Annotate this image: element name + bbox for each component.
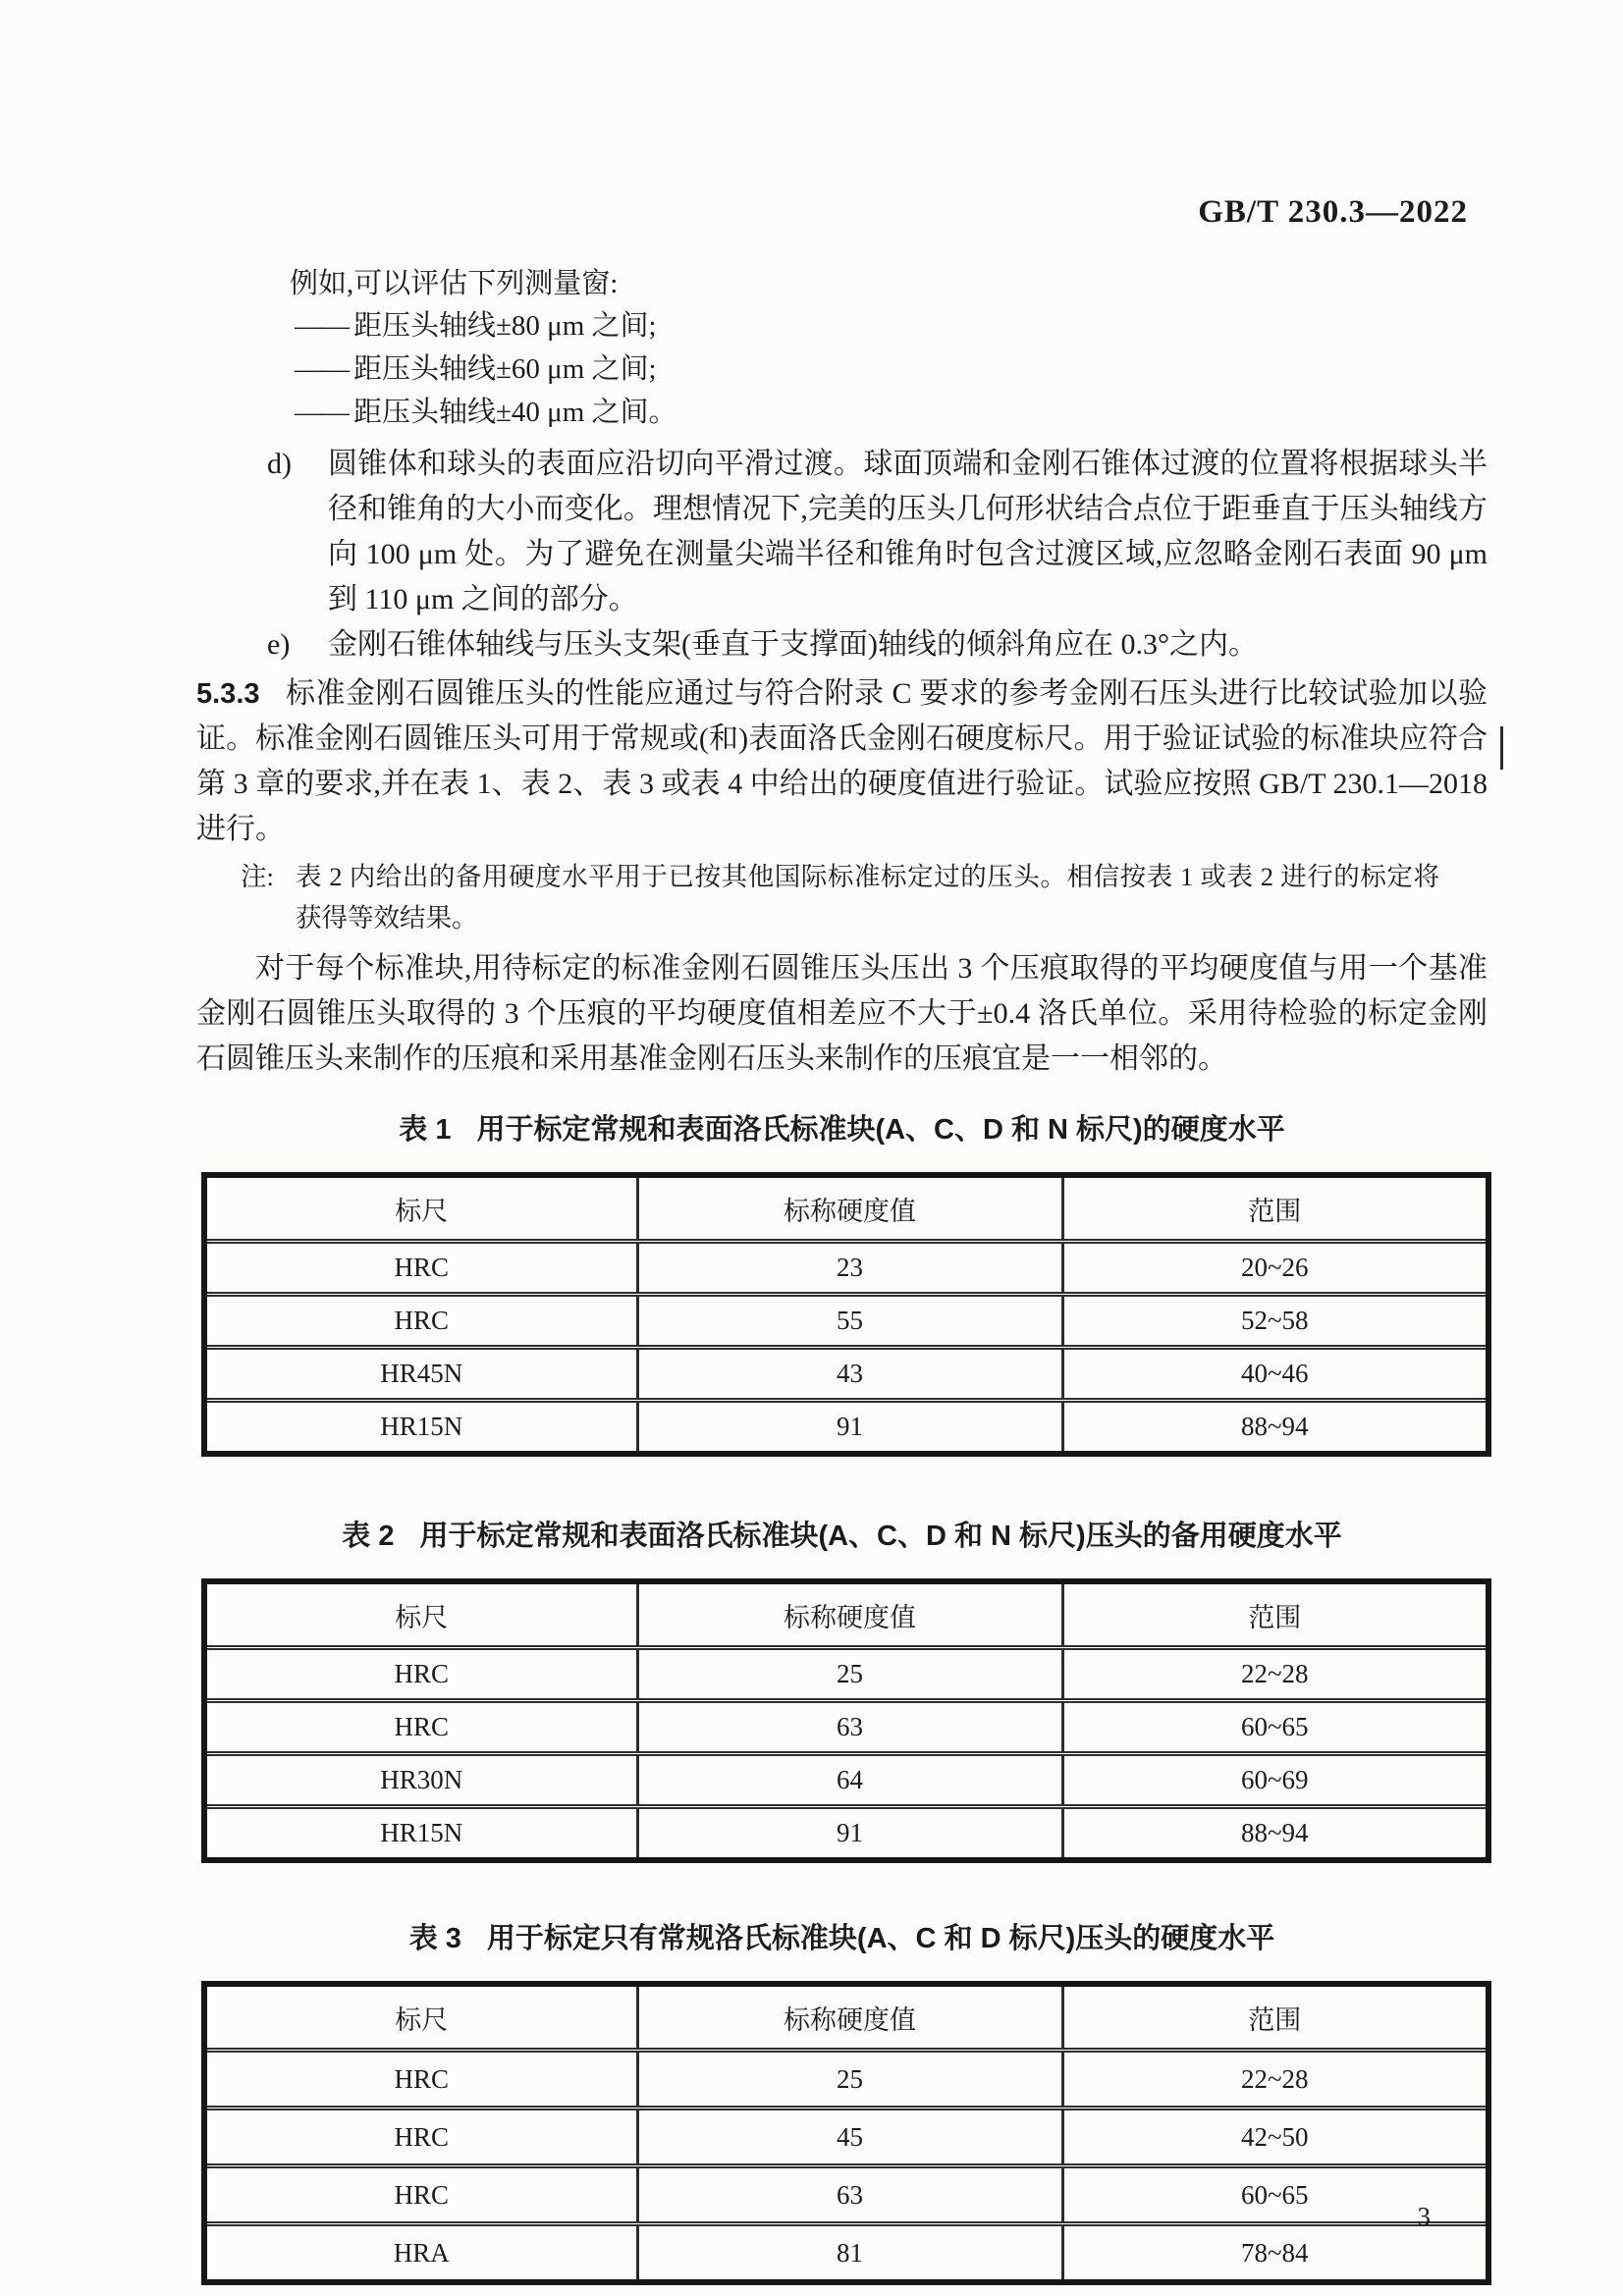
list-item-window-80	[295, 304, 1488, 347]
column-header-nominal: 标称硬度值	[637, 1581, 1062, 1648]
doc-code: GB/T 230.3—2022	[1198, 194, 1468, 230]
cell-scale: HR15N	[204, 1401, 637, 1455]
cell-range: 52~58	[1062, 1295, 1488, 1348]
column-header-nominal: 标称硬度值	[637, 1984, 1062, 2051]
list-item-text: 距压头轴线±80 μm 之间;	[353, 310, 657, 342]
table-row	[204, 2051, 1488, 2109]
table-row	[204, 1242, 1488, 1295]
hardness-table-3	[201, 1981, 1491, 2285]
table-row	[204, 1754, 1488, 1807]
table-1-title	[196, 1111, 1488, 1148]
clause-number: 5.3.3	[196, 678, 260, 710]
cell-nominal: 43	[637, 1348, 1062, 1401]
column-header-nominal: 标称硬度值	[637, 1175, 1062, 1242]
table-header-row	[204, 1581, 1488, 1648]
table-2-title	[196, 1518, 1488, 1555]
dash-bullet: ——	[295, 397, 348, 428]
page-content	[196, 263, 1488, 2285]
table-2-label: 表 2	[342, 1521, 395, 1552]
cell-range: 88~94	[1062, 1807, 1488, 1861]
dash-bullet: ——	[295, 310, 348, 342]
cell-scale: HRC	[204, 1295, 637, 1348]
cell-range: 88~94	[1062, 1401, 1488, 1455]
cell-nominal: 63	[637, 1701, 1062, 1754]
item-text: 圆锥体和球头的表面应沿切向平滑过渡。球面顶端和金刚石锥体过渡的位置将根据球头半径和锥角的大小而变化。理想情况下,完美的压头几何形状结合点位于距垂直于压头轴线方向 100 μm 处。为了避免在测量尖端半径和锥角时包含过渡区域,应忽略金刚石表面 90 μm 到 110 μm 之间的部分。	[328, 448, 1488, 615]
scan-artifact-mark	[1500, 726, 1503, 770]
note-text: 表 2 内给出的备用硬度水平用于已按其他国际标准标定过的压头。相信按表 1 或表 2 进行的标定将获得等效结果。	[296, 862, 1439, 933]
table-row	[204, 2109, 1488, 2166]
dash-bullet: ——	[295, 353, 348, 385]
column-header-range: 范围	[1062, 1175, 1488, 1242]
example-lead: 例如,可以评估下列测量窗:	[290, 268, 619, 299]
hardness-table-1	[201, 1172, 1491, 1457]
table-2-caption: 用于标定常规和表面洛氏标准块(A、C、D 和 N 标尺)压头的备用硬度水平	[419, 1521, 1342, 1552]
cell-nominal: 23	[637, 1242, 1062, 1295]
cell-range: 42~50	[1062, 2109, 1488, 2166]
cell-scale: HR45N	[204, 1348, 637, 1401]
cell-nominal: 91	[637, 1401, 1062, 1455]
cell-nominal: 81	[637, 2224, 1062, 2283]
table-3-caption: 用于标定只有常规洛氏标准块(A、C 和 D 标尺)压头的硬度水平	[486, 1923, 1275, 1954]
note-label: 注:	[241, 862, 274, 891]
table-row	[204, 1648, 1488, 1701]
cell-range: 60~65	[1062, 2166, 1488, 2224]
cell-nominal: 63	[637, 2166, 1062, 2224]
cell-scale: HRC	[204, 2051, 637, 2109]
list-item-text: 距压头轴线±40 μm 之间。	[353, 397, 677, 428]
column-header-scale: 标尺	[204, 1984, 637, 2051]
clause-text: 标准金刚石圆锥压头的性能应通过与符合附录 C 要求的参考金刚石压头进行比较试验加以验证。标准金刚石圆锥压头可用于常规或(和)表面洛氏金刚石硬度标尺。用于验证试验的标准块应符合第 3 章的要求,并在表 1、表 2、表 3 或表 4 中给出的硬度值进行验证。试验应按照 GB/T 230.1—2018 进行。	[196, 677, 1488, 845]
paragraph-comparison: 对于每个标准块,用待标定的标准金刚石圆锥压头压出 3 个压痕取得的平均硬度值与用一个基准金刚石圆锥压头取得的 3 个压痕的平均硬度值相差应不大于±0.4 洛氏单位。采用待检验的标定金刚石圆锥压头来制作的压痕和采用基准金刚石压头来制作的压痕宜是一一相邻的。	[196, 952, 1488, 1075]
cell-range: 20~26	[1062, 1242, 1488, 1295]
cell-scale: HRC	[204, 1242, 637, 1295]
cell-scale: HRC	[204, 1701, 637, 1754]
list-item-d	[267, 442, 1488, 622]
cell-nominal: 55	[637, 1295, 1062, 1348]
column-header-range: 范围	[1062, 1581, 1488, 1648]
cell-scale: HR30N	[204, 1754, 637, 1807]
cell-nominal: 25	[637, 1648, 1062, 1701]
clause-5-3-3	[196, 671, 1488, 852]
cell-scale: HRC	[204, 2166, 637, 2224]
table-row	[204, 1807, 1488, 1861]
table-1-label: 表 1	[399, 1114, 452, 1146]
table-row	[204, 1701, 1488, 1754]
table-header-row	[204, 1175, 1488, 1242]
table-1-caption: 用于标定常规和表面洛氏标准块(A、C、D 和 N 标尺)的硬度水平	[476, 1114, 1285, 1146]
list-item-window-60	[295, 347, 1488, 391]
list-item-e	[267, 622, 1488, 667]
table-3-label: 表 3	[408, 1923, 461, 1954]
cell-nominal: 91	[637, 1807, 1062, 1861]
cell-scale: HRA	[204, 2224, 637, 2283]
cell-range: 60~65	[1062, 1701, 1488, 1754]
list-item-text: 距压头轴线±60 μm 之间;	[353, 353, 657, 385]
table-row	[204, 1295, 1488, 1348]
table-3-title	[196, 1920, 1488, 1957]
cell-scale: HRC	[204, 1648, 637, 1701]
cell-range: 40~46	[1062, 1348, 1488, 1401]
page-number: 3	[1417, 2202, 1431, 2231]
table-row	[204, 2166, 1488, 2224]
cell-nominal: 64	[637, 1754, 1062, 1807]
cell-nominal: 25	[637, 2051, 1062, 2109]
cell-nominal: 45	[637, 2109, 1062, 2166]
cell-range: 60~69	[1062, 1754, 1488, 1807]
column-header-range: 范围	[1062, 1984, 1488, 2051]
table-row	[204, 1348, 1488, 1401]
item-label: d)	[267, 448, 292, 480]
cell-range: 22~28	[1062, 2051, 1488, 2109]
cell-range: 22~28	[1062, 1648, 1488, 1701]
table-row	[204, 2224, 1488, 2283]
column-header-scale: 标尺	[204, 1581, 637, 1648]
note-block	[241, 856, 1488, 938]
hardness-table-2	[201, 1578, 1491, 1863]
cell-scale: HR15N	[204, 1807, 637, 1861]
column-header-scale: 标尺	[204, 1175, 637, 1242]
list-item-window-40	[295, 391, 1488, 434]
table-row	[204, 1401, 1488, 1455]
item-text: 金刚石锥体轴线与压头支架(垂直于支撑面)轴线的倾斜角应在 0.3°之内。	[328, 628, 1258, 661]
item-label: e)	[267, 628, 291, 661]
cell-scale: HRC	[204, 2109, 637, 2166]
table-header-row	[204, 1984, 1488, 2051]
cell-range: 78~84	[1062, 2224, 1488, 2283]
